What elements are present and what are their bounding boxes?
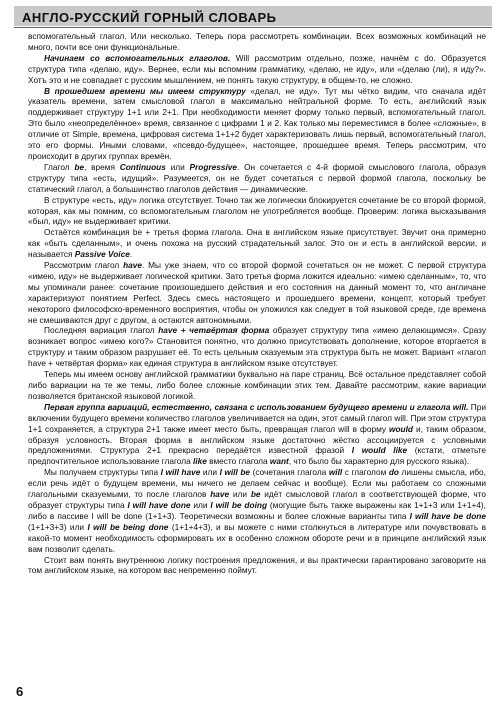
text-run: или — [190, 499, 211, 510]
emphasis-run: В прошедшем времени мы имеем структуру — [44, 85, 246, 96]
emphasis-run: I will have be done — [409, 510, 486, 521]
emphasis-run: I will be doing — [210, 499, 268, 510]
text-run: и, таким образом, образуя условность. Вторая форма в английском языке достаточно жёстко ассоциируется с условными предложениями. Структура 2+1 прекрасно передаётся известной фразой — [28, 423, 486, 456]
text-run: «делал, не иду». Тут мы чётко видим, что сначала идёт указатель времени, затем смысловой глагол в максимально нейтральной форме. То есть, английский язык поддерживает структуру 1+1 или 2+1. При необходимости меняет форму только первый, вспомогательный глагол. Это было «неопределённое» время, связанное с цифрами 1 и 2. Как только мы переместимся в более «сложные», в отличие от Simple, времена, цифровая система 1+1+2 будет характеризовать лишь первый, вспомогательный глагол, это его формы. Иными словами, «псевдо-будущее», настоящее, прошедшее время. Теперь рассмотрим, что происходит в других группах времён. — [28, 85, 486, 161]
text-run: Мы получаем структуры типа — [44, 467, 161, 478]
text-run: или — [200, 467, 220, 478]
text-run: или — [229, 489, 251, 500]
paragraph — [28, 402, 486, 467]
text-run: . — [129, 249, 133, 260]
text-run: Глагол — [44, 161, 75, 172]
text-run: Стоит вам понять внутреннюю логику построения предложения, и вы практически гарантировано заговорите на том английском языке, на котором вас непременно поймут. — [28, 554, 486, 576]
text-run: При включении будущего времени количество глаголов увеличивается на один, этот самый глагол will. При этом структура 1+1 сохраняется, а структура 2+1 также имеет место быть, превращая глагол will в форму — [28, 401, 486, 434]
text-run: Последняя вариация глагол — [44, 325, 159, 336]
emphasis-run: I would like — [351, 445, 408, 456]
emphasis-run: do — [388, 467, 399, 478]
header-divider — [14, 27, 492, 28]
emphasis-run: be — [74, 161, 85, 172]
text-run: (1+1+4+3), и вы можете с ними столкнуться в литературе или почувствовать в какой-то момент необходимость сформировать их в особенно сложном обороте речи и в принципе английский язык вам позволит сделать. — [28, 521, 486, 554]
emphasis-run: have — [123, 260, 142, 271]
emphasis-run: will — [328, 467, 343, 478]
paragraph — [28, 86, 486, 162]
paragraph — [28, 162, 486, 195]
emphasis-run: be — [250, 489, 261, 500]
paragraph — [28, 195, 486, 228]
text-run: идёт смысловой глагол в соответствующей форме, что образует структуры типа — [28, 489, 486, 510]
text-run: (кстати, отметьте предпочтительное использование глагола — [28, 445, 486, 467]
emphasis-run: Progressive — [189, 161, 238, 172]
text-run: , что было бы характерно для русского языка). — [288, 456, 470, 467]
text-run: Рассмотрим глагол — [44, 260, 124, 271]
emphasis-run: Passive Voice — [74, 249, 130, 260]
emphasis-run: want — [269, 456, 289, 467]
emphasis-run: Начинаем со вспомогательных глаголов. — [44, 52, 231, 63]
text-run: лишены смысла, ибо, если речь идёт о будущем времени, мы ничего не делаем сейчас и вообще). Если мы работаем со сложными глагольными сказуемыми, то после глаголов — [28, 467, 486, 500]
emphasis-run: I will have — [160, 467, 201, 478]
running-header-title: АНГЛО-РУССКИЙ ГОРНЫЙ СЛОВАРЬ — [22, 10, 277, 25]
paragraph — [28, 467, 486, 554]
emphasis-run: would — [389, 423, 413, 434]
text-run: Остаётся комбинация be + третья форма глагола. Она в английском языке присутствует. Звучит она примерно как «быть сделанным», и очень похожа на русский страдательный залог. Это он и есть в английской версии, и называется — [28, 227, 486, 260]
emphasis-run: Continuous — [119, 161, 166, 172]
text-run: образует структуру типа «имею делающимся». Сразу возникает вопрос «имею кого?» Становится понятно, что должно присутствовать дополнение, которое вторгается в структуру и таким образом разрушает её. То есть цельным сказуемым эта структура быть не может. Вариант «глагол have + четвёртая форма» как единая структура в английском языке отсутствует. — [28, 325, 486, 369]
text-run: В структуре «есть, иду» логика отсутствует. Точно так же логически блокируется сочетание be со второй формой, которая, как мы помним, со вспомогательным глаголом не употребляется вообще. Проверим: логика высказывания «был, иду» не выдерживает критики. — [28, 194, 486, 227]
emphasis-run: I will have done — [127, 499, 191, 510]
paragraph — [28, 227, 486, 260]
text-run: вместо глагола — [206, 456, 270, 467]
text-run: вспомогательный глагол. Или несколько. Теперь пора рассмотреть комбинации. Всех возможных комбинаций не много, почти все они функциональные. — [28, 31, 486, 52]
emphasis-run: I will be — [219, 467, 251, 478]
text-run: . Он сочетается с 4-й формой смыслового глагола, образуя структуру типа «есть, идущий». Разумеется, он не будет сочетаться с первой формой глагола, поскольку be статический глагол, а большинство глаголов действия — динамические. — [28, 161, 486, 194]
paragraph — [28, 260, 486, 325]
emphasis-run: have — [210, 489, 230, 500]
text-run: . Мы уже знаем, что со второй формой сочетаться он не может. С первой структура «имею, иду» не выдерживает логической критики. Зато третья форма ложится идеально: «имею сделанным», то, что мы упоминали ранее: сочетание произошедшего действия и его состояния на данный момент то, что англичане характеризуют понятием Perfect. Здесь смесь настоящего и прошедшего времени, концепт, который требует некоторого философско-временного восприятия, чтобы он уложился как следует в той языковой среде, где времена не смешиваются друг с другом, а остаются автономными. — [28, 260, 486, 325]
text-run: с глаголом — [342, 467, 389, 478]
page-number: 6 — [16, 684, 24, 699]
text-run: (сочетания глагола — [250, 467, 329, 478]
paragraph — [28, 53, 486, 86]
text-run: (1+1+3+3) или — [28, 521, 88, 532]
paragraph — [28, 555, 486, 577]
text-run: Will рассмотрим отдельно, позже, начнём с do. Образуется структура типа «делаю, иду». Вернее, если мы вспомним грамматику, «делаю, не иду», или «(делаю (ли), я иду?». Хотъ это и не совпадает с русским мышлением, не понять такую структуру, в общем-то, не сложно. — [28, 52, 486, 85]
body-text — [28, 31, 486, 679]
emphasis-run: have + четвёртая форма — [158, 325, 270, 336]
emphasis-run: like — [193, 456, 207, 467]
paragraph — [28, 325, 486, 369]
text-run: (могущие быть также выражены как 1+1+3 или 1+1+4), либо в пассиве I will be done (1+1+3). Теоретически возможны и более сложные варианты типа — [28, 499, 486, 521]
text-run: Теперь мы имеем основу английской грамматики буквально на паре страниц. Всё остальное представляет собой либо вариации на те же темы, либо более сложные комбинации этих тем. Давайте рассмотрим, какие вариации позволяется британской языковой логикой. — [28, 369, 486, 401]
text-run: или — [165, 161, 190, 172]
paragraph — [28, 369, 486, 402]
paragraph — [28, 31, 486, 53]
emphasis-run: I will be being done — [87, 521, 169, 532]
text-run: , время — [84, 161, 120, 172]
emphasis-run: Первая группа вариаций, естественно, связана с использованием будущего времени и глагола will. — [44, 401, 469, 412]
